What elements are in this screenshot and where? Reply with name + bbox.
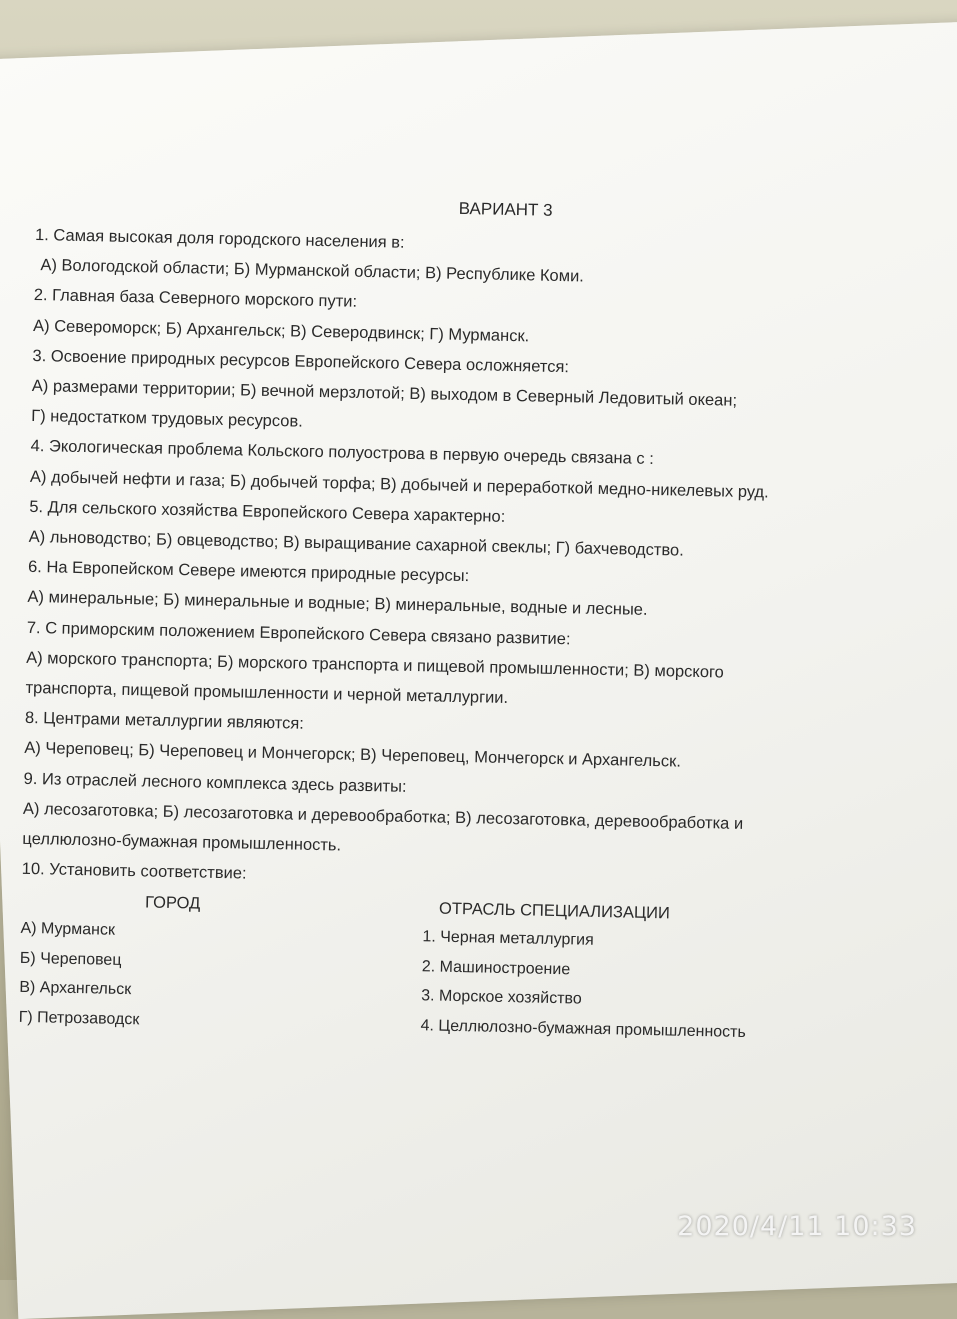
question-5: 5. Для сельского хозяйства Европейского Севера характерно: (29, 497, 506, 526)
photo-timestamp: 2020/4/11 10:33 (677, 1211, 917, 1242)
industry-item: 3. Морское хозяйство (421, 987, 582, 1009)
answer-7-cont: транспорта, пищевой промышленности и черной металлургии. (25, 678, 509, 708)
worksheet (18, 190, 916, 1065)
answer-1: А) Вологодской области; Б) Мурманской области; В) Республике Коми. (40, 256, 585, 286)
industry-header: ОТРАСЛЬ СПЕЦИАЛИЗАЦИИ (438, 900, 671, 923)
answer-7: А) морского транспорта; Б) морского транспорта и пищевой промышленности; В) морского (26, 648, 725, 682)
question-3: 3. Освоение природных ресурсов Европейского Севера осложняется: (32, 346, 570, 377)
city-item: В) Архангельск (19, 979, 132, 999)
worksheet-title: ВАРИАНТ 3 (458, 198, 553, 220)
city-header: ГОРОД (144, 893, 201, 914)
city-item: А) Мурманск (20, 920, 116, 940)
answer-9-cont: целлюлозно-бумажная промышленность. (22, 829, 342, 855)
question-9: 9. Из отраслей лесного комплекса здесь развиты: (23, 769, 407, 796)
answer-3-cont: Г) недостатком трудовых ресурсов. (31, 407, 303, 431)
question-2: 2. Главная база Северного морского пути: (33, 286, 358, 312)
answer-9: А) лесозаготовка; Б) лесозаготовка и деревообработка; В) лесозаготовка, деревообработка и (22, 799, 744, 833)
answer-2: А) Североморск; Б) Архангельск; В) Северодвинск; Г) Мурманск. (32, 316, 530, 345)
question-1: 1. Самая высокая доля городского населения в: (34, 225, 405, 252)
answer-8: А) Череповец; Б) Череповец и Мончегорск; В) Череповец, Мончегорск и Архангельск. (24, 739, 682, 772)
answer-4: А) добычей нефти и газа; Б) добычей торфа; В) добычей и переработкой медно-никелевых руд. (29, 467, 769, 502)
question-4: 4. Экологическая проблема Кольского полуострова в первую очередь связана с : (30, 437, 654, 469)
question-list (21, 220, 915, 903)
industry-item: 1. Черная металлургия (422, 928, 594, 950)
industry-item: 4. Целлюлозно-бумажная промышленность (420, 1017, 746, 1042)
matching-table (18, 886, 901, 1064)
industry-item: 2. Машиностроение (421, 958, 571, 979)
city-column (18, 886, 321, 1038)
city-item: Г) Петрозаводск (18, 1008, 140, 1029)
question-8: 8. Центрами металлургии являются: (24, 709, 305, 733)
city-item: Б) Череповец (19, 949, 122, 969)
question-10: 10. Установить соответствие: (21, 860, 247, 883)
answer-5: А) льноводство; Б) овцеводство; В) выращивание сахарной свеклы; Г) бахчеводство. (28, 527, 684, 560)
question-7: 7. С приморским положением Европейского Севера связано развитие: (26, 618, 571, 648)
answer-3: А) размерами территории; Б) вечной мерзлотой; В) выходом в Северный Ледовитый океан; (31, 376, 738, 410)
question-6: 6. На Европейском Севере имеются природные ресурсы: (27, 558, 470, 586)
answer-6: А) минеральные; Б) минеральные и водные; В) минеральные, водные и лесные. (27, 588, 648, 620)
industry-column (420, 895, 903, 1051)
